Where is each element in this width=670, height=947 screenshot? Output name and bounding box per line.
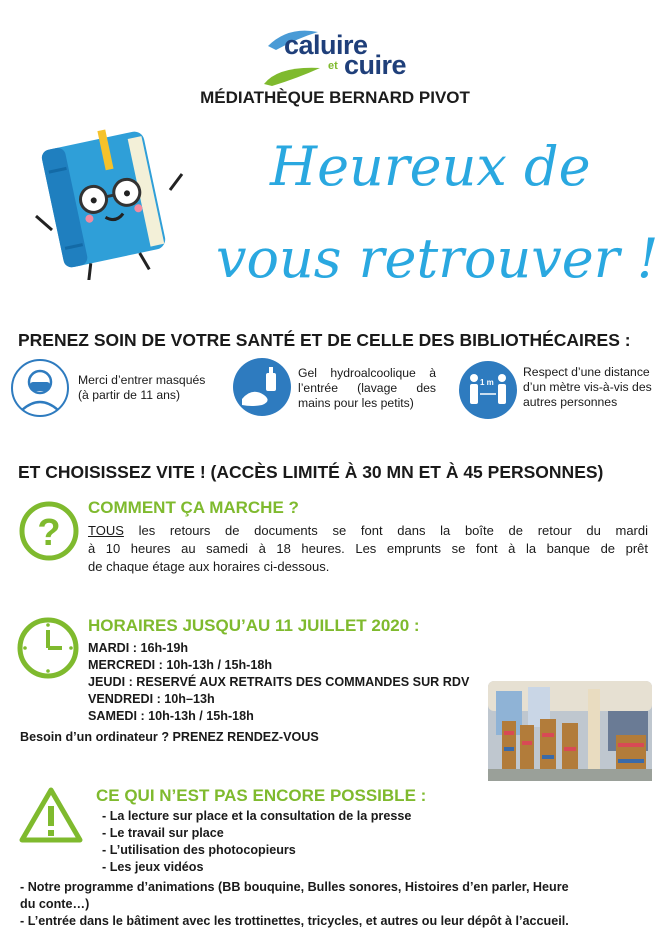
hours-title: HORAIRES JUSQU’AU 11 JUILLET 2020 : <box>88 616 420 635</box>
logo-et: et <box>328 60 338 72</box>
list-item: - La lecture sur place et la consultation de la presse <box>102 809 412 823</box>
hours-row: MARDI : 16h-19h <box>88 641 189 655</box>
not-yet-list <box>102 808 411 876</box>
how-body <box>88 522 648 576</box>
health-item-gel-text: Gel hydroalcoolique à l’entrée (lavage des mains pour les petits) <box>298 366 436 410</box>
access-heading: ET CHOISISSEZ VITE ! (ACCÈS LIMITÉ À 30 MN ET À 45 PERSONNES) <box>18 462 604 482</box>
not-yet-wide3: - L’entrée dans le bâtiment avec les trottinettes, tricycles, et autres ou leur dépôt à l’accueil. <box>20 914 569 928</box>
hours-row: MERCREDI : 10h-13h / 15h-18h <box>88 658 273 672</box>
distance-badge: 1 m <box>480 378 494 387</box>
how-line1: les retours de documents se font dans la boîte de retour du mardi <box>123 523 648 538</box>
how-title: COMMENT ÇA MARCHE ? <box>88 498 299 517</box>
hours-row: VENDREDI : 10h–13h <box>88 692 215 706</box>
logo-cuire: cuire <box>344 50 407 80</box>
page-subtitle: MÉDIATHÈQUE BERNARD PIVOT <box>200 88 470 107</box>
hours-list <box>88 640 469 725</box>
hours-row: SAMEDI : 10h-13h / 15h-18h <box>88 709 254 723</box>
warning-icon <box>18 786 84 846</box>
health-heading: PRENEZ SOIN DE VOTRE SANTÉ ET DE CELLE DES BIBLIOTHÉCAIRES : <box>18 330 631 350</box>
distance-icon <box>458 360 518 420</box>
not-yet-title: CE QUI N’EST PAS ENCORE POSSIBLE : <box>96 786 427 805</box>
how-emph: TOUS <box>88 523 124 538</box>
svg-text:?: ? <box>37 512 61 554</box>
not-yet-wide2: du conte…) <box>20 897 90 911</box>
hand-sanitizer-icon <box>232 357 292 417</box>
not-yet-wide1: - Notre programme d’animations (BB bouquine, Bulles sonores, Histoires d’en parler, Heure <box>20 880 569 894</box>
book-mascot-icon <box>30 120 190 280</box>
list-item: - L’utilisation des photocopieurs <box>102 843 296 857</box>
hours-row: JEUDI : RESERVÉ AUX RETRAITS DES COMMANDES SUR RDV <box>88 675 470 689</box>
health-item-distance-text: Respect d’une distance d’un mètre vis-à-vis des autres personnes <box>523 365 652 409</box>
library-photo <box>488 681 652 781</box>
logo-caluire: caluire <box>284 30 368 60</box>
question-icon <box>18 500 80 562</box>
how-line3: de chaque étage aux horaires ci-dessous. <box>88 559 330 574</box>
mask-person-icon <box>10 358 70 418</box>
list-item: - Les jeux vidéos <box>102 860 204 874</box>
headline-line1: Heureux de <box>270 135 591 198</box>
how-line2: à 10 heures au samedi à 18 heures. Les emprunts se font à la banque de prêt <box>88 541 648 556</box>
computer-note: Besoin d’un ordinateur ? PRENEZ RENDEZ-VOUS <box>20 730 319 744</box>
health-item-mask-text: Merci d’entrer masqués (à partir de 11 ans) <box>78 373 206 402</box>
list-item: - Le travail sur place <box>102 826 224 840</box>
clock-icon <box>16 616 80 680</box>
logo <box>258 16 418 86</box>
headline-line2: vous retrouver ! <box>216 227 659 290</box>
